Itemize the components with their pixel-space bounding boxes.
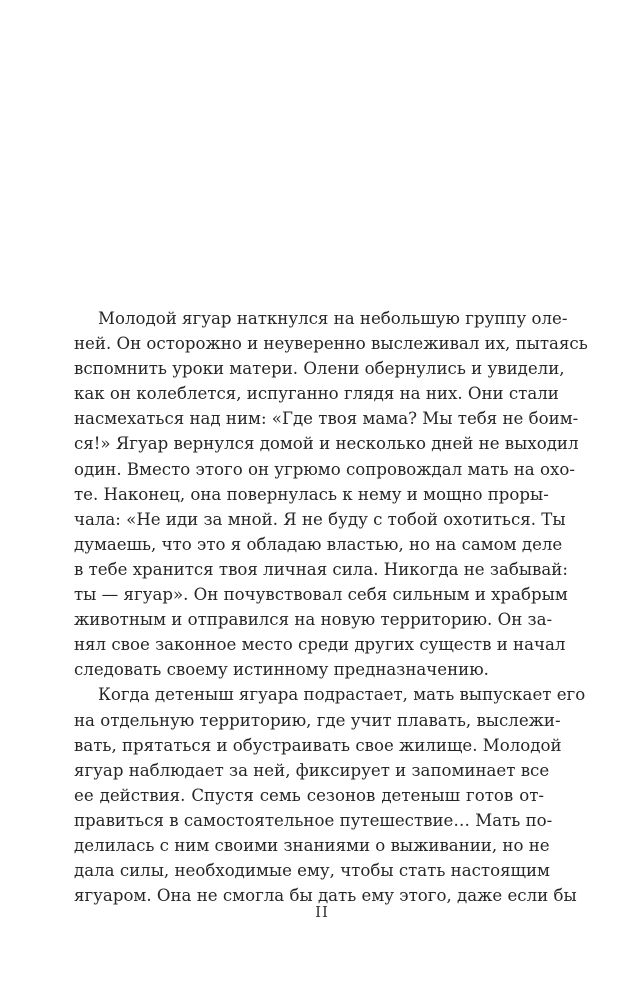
body-text (74, 306, 588, 908)
text-line: ее действия. Спустя семь сезонов детеныш готов от- (74, 785, 544, 805)
text-line: Когда детеныш ягуара подрастает, мать выпускает его (98, 685, 586, 705)
text-line: те. Наконец, она повернулась к нему и мощно проры- (74, 484, 549, 504)
text-line: делилась с ним своими знаниями о выживании, но не (74, 835, 550, 855)
text-line: думаешь, что это я обладаю властью, но на самом деле (74, 534, 563, 554)
text-line: на отдельную территорию, где учит плавать, выслежи- (74, 710, 561, 730)
text-line: дала силы, необходимые ему, чтобы стать настоящим (74, 861, 550, 881)
text-line: ней. Он осторожно и неуверенно выслеживал их, пытаясь (74, 334, 588, 354)
text-line: чала: «Не иди за мной. Я не буду с тобой охотиться. Ты (74, 509, 566, 529)
text-line: вспомнить уроки матери. Олени обернулись и увидели, (74, 359, 565, 379)
text-line: в тебе хранится твоя личная сила. Никогда не забывай: (74, 559, 568, 579)
text-line: правиться в самостоятельное путешествие… Мать по- (74, 810, 553, 830)
text-line: насмехаться над ним: «Где твоя мама? Мы тебя не боим- (74, 409, 579, 429)
text-line: вать, прятаться и обустраивать свое жилище. Молодой (74, 735, 562, 755)
text-line: ягуаром. Она не смогла бы дать ему этого, даже если бы (74, 886, 577, 906)
text-line: ся!» Ягуар вернулся домой и несколько дней не выходил (74, 434, 579, 454)
page-number: II (315, 903, 329, 921)
text-line: один. Вместо этого он угрюмо сопровождал мать на охо- (74, 459, 575, 479)
text-line: ягуар наблюдает за ней, фиксирует и запоминает все (74, 760, 550, 780)
text-line: ты — ягуар». Он почувствовал себя сильным и храбрым (74, 585, 568, 605)
text-line: нял свое законное место среди других существ и начал (74, 635, 566, 655)
text-line: как он колеблется, испуганно глядя на них. Они стали (74, 384, 559, 404)
text-line: животным и отправился на новую территорию. Он за- (74, 610, 553, 630)
text-line: следовать своему истинному предназначению. (74, 660, 489, 680)
text-line: Молодой ягуар наткнулся на небольшую группу оле- (98, 309, 568, 328)
